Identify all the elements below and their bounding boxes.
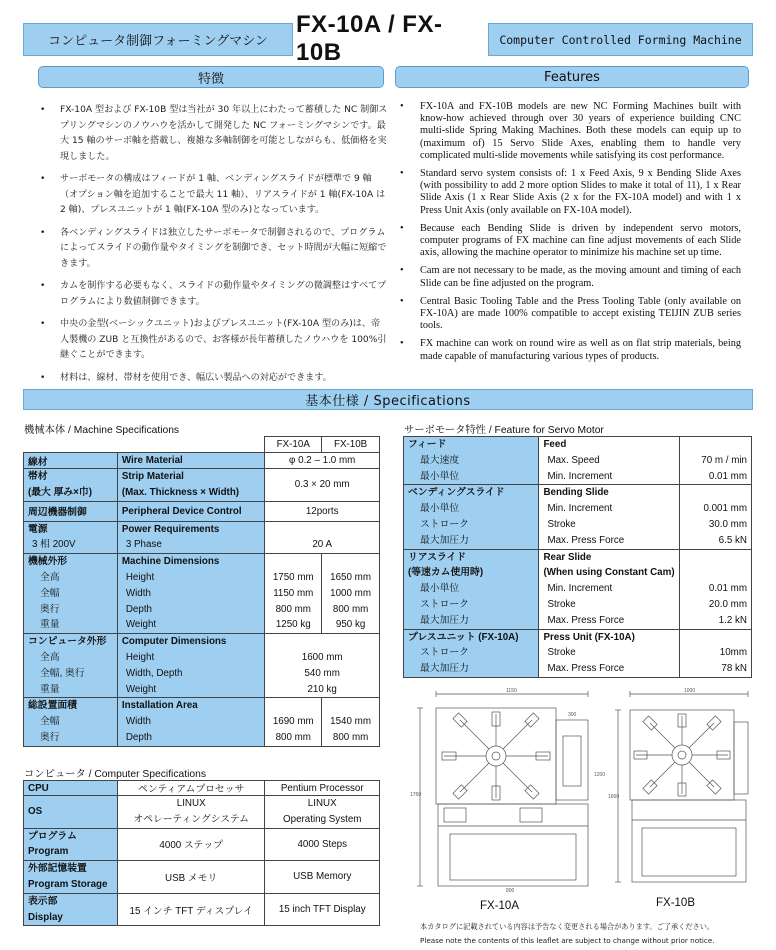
en-title-box <box>488 23 753 56</box>
servo-spec-title: サーボモータ特性 / Feature for Servo Motor <box>404 425 604 436</box>
feed-inc-value: 0.01 mm <box>708 470 747 482</box>
features-en-heading: Features <box>395 66 749 88</box>
table-row <box>24 634 380 698</box>
program-jp: 4000 ステップ <box>117 828 265 861</box>
press-force-en: Max. Press Force <box>547 663 625 675</box>
table-row <box>24 828 380 861</box>
comp-height-value: 1600 mm <box>301 651 343 663</box>
machine-dim-label-en: Machine Dimensions <box>121 556 220 568</box>
computer-dim-label-jp: コンピュータ外形 <box>28 636 107 648</box>
table-row <box>24 861 380 894</box>
os-en-sub: Operating System <box>283 813 362 825</box>
storage-en: USB Memory <box>265 861 380 894</box>
feed-speed-en: Max. Speed <box>547 454 600 466</box>
power-label-jp: 電源 <box>28 523 48 535</box>
storage-label-en: Program Storage <box>28 878 108 890</box>
comp-width-jp: 全幅, 奥行 <box>40 667 85 679</box>
table-row <box>24 453 380 469</box>
install-label-jp: 総設置面積 <box>28 700 77 712</box>
features-en-list <box>396 101 741 369</box>
dim-height-jp: 全高 <box>40 571 60 583</box>
table-row <box>24 437 380 453</box>
comp-weight-en: Weight <box>125 683 157 695</box>
comp-width-value: 540 mm <box>304 667 340 679</box>
table-row <box>404 629 752 677</box>
feed-speed-jp: 最大速度 <box>420 454 460 466</box>
power-value: 20 A <box>312 539 332 551</box>
comp-height-en: Height <box>125 651 155 663</box>
bend-stroke-jp: ストローク <box>420 518 469 530</box>
computer-spec-table <box>23 780 380 926</box>
install-depth-jp: 奥行 <box>40 731 60 743</box>
press-stroke-en: Stroke <box>547 647 576 659</box>
os-en-name: LINUX <box>307 798 337 809</box>
bend-inc-value: 0.001 mm <box>703 503 747 515</box>
cpu-jp: ペンティアムプロセッサ <box>117 781 265 796</box>
features-en-item: • Because each Bending Slide is driven by independent servo motors, computer programs of FX machine can fine adjust movements of each Slide axis, allowing the machine operator to minimize his machine set up time. <box>396 223 741 260</box>
install-depth-b: 800 mm <box>332 731 369 743</box>
features-jp-item: • 材料は、線材、帯材を使用でき、幅広い製品への対応ができます。 <box>36 371 388 387</box>
wire-label-jp: 線材 <box>24 453 118 469</box>
display-label-en: Display <box>28 911 63 923</box>
rear-note-jp: (等速カム使用時) <box>408 567 484 579</box>
en-title: Computer Controlled Forming Machine <box>499 32 742 47</box>
dim-width-en: Width <box>125 587 151 599</box>
bend-stroke-en: Stroke <box>547 518 576 530</box>
fx10a-drawing <box>417 691 588 886</box>
press-force-value: 78 kN <box>721 663 747 675</box>
rear-force-value: 1.2 kN <box>718 614 747 626</box>
rear-note-en: (When using Constant Cam) <box>543 567 675 579</box>
dim-width-a: 1150 mm <box>273 587 314 599</box>
display-label-jp: 表示部 <box>28 895 58 907</box>
install-width-jp: 全幅 <box>40 716 60 728</box>
dim-height-a: 1750 mm <box>272 571 314 583</box>
jp-title: コンピュータ制御フォーミングマシン <box>48 34 268 49</box>
strip-label-jp-sub: (最大 厚み×巾) <box>28 486 92 498</box>
rear-inc-jp: 最小単位 <box>420 583 460 595</box>
fx10a-dim-table: 1200 <box>594 772 606 778</box>
bend-label-jp: ベンディングスライド <box>408 487 505 499</box>
strip-label-en-sub: (Max. Thickness × Width) <box>121 486 240 498</box>
program-label-jp: プログラム <box>28 830 77 842</box>
dim-weight-b: 950 kg <box>335 619 366 631</box>
table-row <box>404 549 752 629</box>
rear-force-en: Max. Press Force <box>547 614 625 626</box>
fx10b-drawing-label: FX-10B <box>656 897 695 909</box>
install-depth-a: 800 mm <box>275 731 311 743</box>
os-jp-sub: オペレーティングシステム <box>133 813 249 825</box>
peripheral-value: 12ports <box>265 501 380 521</box>
feed-label-jp: フィード <box>408 439 447 450</box>
cpu-label: CPU <box>24 781 118 796</box>
specifications-heading: 基本仕様 / Specifications <box>23 389 753 410</box>
peripheral-label-en: Peripheral Device Control <box>117 501 265 521</box>
dim-height-en: Height <box>125 571 155 583</box>
features-jp-item: • 中央の金型(ベーシックユニット)およびプレスユニット(FX-10A 型のみ)は、帝人製機の ZUB と互換性があるので、お客様が長年蓄積したノウハウを 100%引継ぐことができます。 <box>36 317 388 364</box>
wire-value: φ 0.2 – 1.0 mm <box>265 453 380 469</box>
features-en-item: • FX machine can work on round wire as well as on flat strip materials, being made capable of manufacturing various types of products. <box>396 338 741 362</box>
col-fx10b: FX-10B <box>322 437 380 453</box>
bend-stroke-value: 30.0 mm <box>708 518 747 530</box>
machine-spec-table <box>23 436 380 747</box>
storage-jp: USB メモリ <box>117 861 265 894</box>
footer-en: Please note the contents of this leaflet are subject to change without prior notice. <box>420 936 715 945</box>
rear-stroke-jp: ストローク <box>420 598 469 610</box>
press-stroke-jp: ストローク <box>420 647 469 659</box>
power-sub-en: 3 Phase <box>125 539 162 551</box>
os-jp-name: LINUX <box>176 798 206 809</box>
features-jp-item: • カムを制作する必要もなく、スライドの動作量やタイミングの微調整はすべてプログラムにより数値制御できます。 <box>36 279 388 310</box>
rear-stroke-value: 20.0 mm <box>708 598 747 610</box>
machine-spec-title: 機械本体 / Machine Specifications <box>24 425 180 436</box>
bend-label-en: Bending Slide <box>543 487 609 499</box>
bend-force-jp: 最大加圧力 <box>420 534 469 546</box>
fx10a-drawing-label: FX-10A <box>480 900 519 912</box>
press-label-jp: プレスユニット (FX-10A) <box>408 631 519 643</box>
rear-label-en: Rear Slide <box>543 551 592 563</box>
program-en: 4000 Steps <box>265 828 380 861</box>
display-en: 15 inch TFT Display <box>265 893 380 926</box>
program-label-en: Program <box>28 846 69 858</box>
bend-inc-en: Min. Increment <box>547 503 613 515</box>
display-jp: 15 インチ TFT ディスプレイ <box>117 893 265 926</box>
computer-spec-title: コンピュータ / Computer Specifications <box>24 769 206 780</box>
dim-weight-en: Weight <box>125 619 157 631</box>
feed-speed-value: 70 m / min <box>701 454 747 466</box>
install-width-en: Width <box>125 716 151 728</box>
strip-label-en: Strip Material <box>121 471 184 482</box>
rear-inc-en: Min. Increment <box>547 583 613 595</box>
fx10a-dim-width: 1150 <box>506 688 517 694</box>
bend-inc-jp: 最小単位 <box>420 503 460 515</box>
table-row <box>24 501 380 521</box>
strip-value: 0.3 × 20 mm <box>265 469 380 502</box>
install-depth-en: Depth <box>125 731 152 743</box>
table-row <box>404 437 752 485</box>
features-en-item: • Cam are not necessary to be made, as the moving amount and timing of each Slide can be fine adjusted on the program. <box>396 265 741 289</box>
bend-force-en: Max. Press Force <box>547 534 625 546</box>
table-row <box>24 781 380 796</box>
rear-label-jp: リアスライド <box>408 551 467 563</box>
features-jp-item: • FX-10A 型および FX-10B 型は当社が 30 年以上にわたって蓄積した NC 制御スプリングマシンのノウハウを活かして開発した NC フォーミングマシンです。最大 15 軸のサーボ軸を搭載し、複雑な多軸制御を可能としながらも、低価格を実現しました。 <box>36 103 388 165</box>
install-width-a: 1690 mm <box>272 716 314 728</box>
features-jp-item: • サーボモータの構成はフィードが 1 軸、ベンディングスライドが標準で 9 軸（オプション軸を追加することで最大 11 軸）、リアスライドが 1 軸(FX-10A は 2 軸)、プレスユニットが 1 軸(FX-10A 型のみ)となっています。 <box>36 172 388 219</box>
comp-height-jp: 全高 <box>40 651 60 663</box>
dim-depth-a: 800 mm <box>275 603 311 615</box>
power-label-en: Power Requirements <box>121 523 220 535</box>
machine-dim-label-jp: 機械外形 <box>28 556 68 568</box>
dim-height-b: 1650 mm <box>330 571 371 583</box>
rear-force-jp: 最大加圧力 <box>420 614 469 626</box>
comp-width-en: Width, Depth <box>125 667 183 679</box>
power-sub-jp: 3 相 200V <box>32 539 76 551</box>
footer-jp: 本カタログに記載されている内容は予告なく変更される場合があります。ご了承ください。 <box>420 922 715 931</box>
fx10a-dim-side: 300 <box>568 712 577 718</box>
table-row <box>24 554 380 634</box>
dim-depth-jp: 奥行 <box>40 603 60 615</box>
comp-weight-jp: 重量 <box>40 683 60 695</box>
dim-width-jp: 全幅 <box>40 587 60 599</box>
servo-spec-table <box>403 436 752 678</box>
dim-weight-a: 1250 kg <box>275 619 311 631</box>
machine-drawings <box>408 686 752 904</box>
fx10b-dim-width: 1000 <box>684 688 696 694</box>
computer-dim-label-en: Computer Dimensions <box>121 636 227 648</box>
storage-label-jp: 外部記憶装置 <box>28 863 87 875</box>
features-en-item: • FX-10A and FX-10B models are new NC Forming Machines built with know-how achieved through over 30 years of experience building CNC multi-slide Spring Making Machines. Both these models can equip up to (maximum of) 15 Servo Slide Axes, enabling them to handle very complicated multi-slide movements while satisfying its cost performance. <box>396 101 741 162</box>
dim-weight-jp: 重量 <box>40 619 60 631</box>
peripheral-label-jp: 周辺機器制御 <box>24 501 118 521</box>
install-width-b: 1540 mm <box>330 716 371 728</box>
rear-stroke-en: Stroke <box>547 598 576 610</box>
fx10b-drawing <box>615 691 748 882</box>
os-label: OS <box>24 796 118 829</box>
table-row <box>24 521 380 554</box>
features-en-item: • Central Basic Tooling Table and the Press Tooling Table (only available on FX-10A) are made 100% compatible to accept existing TEIJIN ZUB series tools. <box>396 296 741 333</box>
jp-title-box <box>23 23 293 56</box>
press-force-jp: 最大加圧力 <box>420 663 469 675</box>
feed-label-en: Feed <box>543 439 567 450</box>
table-row <box>24 698 380 746</box>
dim-depth-en: Depth <box>125 603 152 615</box>
dim-width-b: 1000 mm <box>330 587 371 599</box>
fx10a-dim-depth: 800 <box>506 888 515 894</box>
features-jp-heading: 特徴 <box>38 66 384 88</box>
fx10a-dim-height: 1750 <box>410 792 422 798</box>
rear-inc-value: 0.01 mm <box>708 583 747 595</box>
bend-force-value: 6.5 kN <box>718 534 747 546</box>
features-jp-item: • 各ベンディングスライドは独立したサーボモータで制御されるので、プログラムによってスライドの動作量やタイミングを制御でき、セット時間が大幅に短縮できます。 <box>36 226 388 273</box>
press-stroke-value: 10mm <box>719 647 747 659</box>
features-jp-list <box>36 103 388 393</box>
press-label-en: Press Unit (FX-10A) <box>543 631 635 643</box>
dim-depth-b: 800 mm <box>332 603 369 615</box>
strip-label-jp: 帯材 <box>28 471 48 482</box>
table-row <box>24 893 380 926</box>
feed-inc-jp: 最小単位 <box>420 470 460 482</box>
table-row <box>24 796 380 829</box>
table-row <box>24 469 380 502</box>
col-fx10a: FX-10A <box>265 437 322 453</box>
features-en-item: • Standard servo system consists of: 1 x Feed Axis, 9 x Bending Slide Axes (with possibility to add 2 more option Slides to make it total of 11), 1 x Rear Slide Axis (1 x Rear Slide Axis (2 x for the FX-10A model) and with 1 x Press Unit Axis (only available on FX-10A model). <box>396 168 741 217</box>
feed-inc-en: Min. Increment <box>547 470 613 482</box>
cpu-en: Pentium Processor <box>265 781 380 796</box>
install-label-en: Installation Area <box>121 700 198 712</box>
model-title: FX-10A / FX-10B <box>296 11 443 66</box>
comp-weight-value: 210 kg <box>307 683 337 695</box>
fx10b-dim-height: 1650 <box>608 794 620 800</box>
table-row <box>404 485 752 549</box>
wire-label-en: Wire Material <box>117 453 265 469</box>
